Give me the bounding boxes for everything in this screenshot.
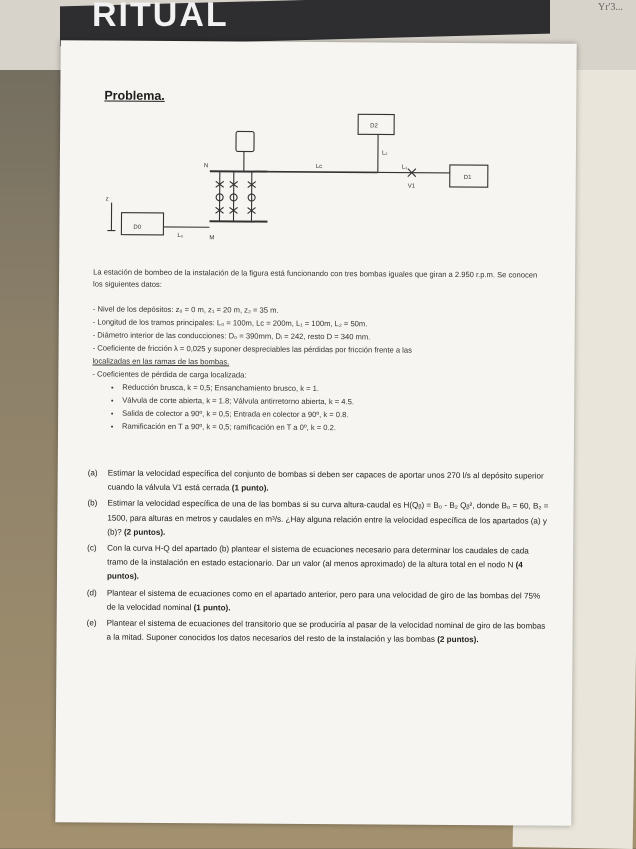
label-d2: D2 <box>370 123 378 129</box>
question-points: (1 punto). <box>194 603 231 612</box>
question-a <box>88 466 550 498</box>
check-valve-icon <box>216 207 256 213</box>
intro-paragraph: La estación de bombeo de la instalación de la figura está funcionando con tres bombas iguales que giran a 2.950 r.p.m. Se conocen los siguientes datos: <box>93 266 543 293</box>
installation-diagram <box>59 40 577 264</box>
header-text: RITUAL <box>92 0 229 35</box>
question-label: (a) <box>88 466 98 480</box>
pipe-lc <box>268 172 378 173</box>
label-n: N <box>204 163 208 169</box>
pipe-l1 <box>378 172 450 173</box>
data-list <box>92 302 545 435</box>
question-label: (e) <box>87 616 97 630</box>
label-l0: L₀ <box>177 233 183 239</box>
label-lc: Lc <box>316 164 322 170</box>
loss-item: • Ramificación en T a 90º, k = 0,5; ramificación en T a 0º, k = 0.2. <box>122 420 544 436</box>
label-v1: V1 <box>408 184 416 190</box>
question-c <box>87 541 549 587</box>
question-label: (b) <box>87 497 97 511</box>
page-title: Problema. <box>104 89 165 103</box>
data-item-lengths: - Longitud de los tramos principales: L₀ = 100m, Lc = 200m, L₁ = 100m, L₂ = 50m. <box>93 315 545 331</box>
label-l1: L₁ <box>402 165 407 171</box>
question-text: Plantear el sistema de ecuaciones del transitorio que se produciría al pasar de la velocidad nominal de giro de las bombas a la mitad. Suponer conocidos los datos necesarios del resto de la instalación y las bombas <box>107 619 546 644</box>
problem-sheet <box>55 40 576 826</box>
question-text: Plantear el sistema de ecuaciones como en el apartado anterior, pero para una velocidad de giro de las bombas del 75% de la velocidad nominal <box>107 588 540 612</box>
label-d1: D1 <box>464 175 472 181</box>
question-text: Estimar la velocidad específica del conjunto de bombas si deben ser capaces de aportar unos 270 l/s al depósito superior cuando la válvula V1 está cerrada <box>108 469 544 493</box>
loss-coefficient-list <box>92 380 544 435</box>
question-text: Estimar la velocidad específica de una de las bombas si su curva altura-caudal es H(Qᵦ) = B₀ - B₂ Qᵦ², donde B₀ = 60, B₂ = 1500, para alturas en metros y caudales en m³/s. ¿Hay alguna relación entre la velocidad específica de los apartados (a) y (b)? <box>107 499 548 537</box>
label-z: z <box>106 197 109 203</box>
data-item-friction-cont: localizadas en las ramas de las bombas. <box>92 354 544 370</box>
loss-item: • Válvula de corte abierta, k = 1.8; Válvula antirretorno abierta, k = 4.5. <box>122 394 544 410</box>
surge-tank <box>236 131 254 151</box>
data-item-levels: - Nivel de los depósitos: z₀ = 0 m, z₁ = 20 m, z₂ = 35 m. <box>93 302 545 318</box>
data-item-losses-header: - Coeficientes de pérdida de carga localizada: <box>92 367 544 383</box>
valve-icon <box>216 181 256 187</box>
question-points: (1 punto). <box>232 484 269 493</box>
tank-d0 <box>121 213 163 235</box>
label-d0: D0 <box>133 225 141 231</box>
question-points: (2 puntos). <box>124 527 165 536</box>
question-label: (d) <box>87 586 97 600</box>
question-points: (4 puntos). <box>107 561 523 582</box>
label-l2: L₂ <box>382 150 388 156</box>
corner-note: Yr'3... <box>598 2 623 13</box>
loss-item: • Reducción brusca, k = 0,5; Ensanchamiento brusco, k = 1. <box>122 381 544 397</box>
question-points: (2 puntos). <box>437 635 478 644</box>
questions-list <box>87 466 550 650</box>
question-text: Con la curva H-Q del apartado (b) plantear el sistema de ecuaciones necesario para determinar los caudales de cada tramo de la instalación en estado estacionario. Dar un valor (al menos aproximado) de la altura total en el nodo N <box>107 544 529 570</box>
data-item-friction: - Coeficiente de fricción λ = 0,025 y suponer despreciables las pérdidas por fricción frente a las <box>93 341 545 357</box>
loss-item: • Salida de colector a 90º, k = 0,5; Entrada en colector a 90º, k = 0.8. <box>122 407 544 423</box>
question-b <box>87 497 549 543</box>
question-label: (c) <box>87 541 97 555</box>
label-m: M <box>209 235 214 241</box>
question-d <box>87 586 549 618</box>
question-e <box>87 616 549 648</box>
data-item-diameters: - Diámetro interior de las conducciones: D₀ = 390mm, Dᵢ = 242, resto D = 340 mm. <box>93 328 545 344</box>
